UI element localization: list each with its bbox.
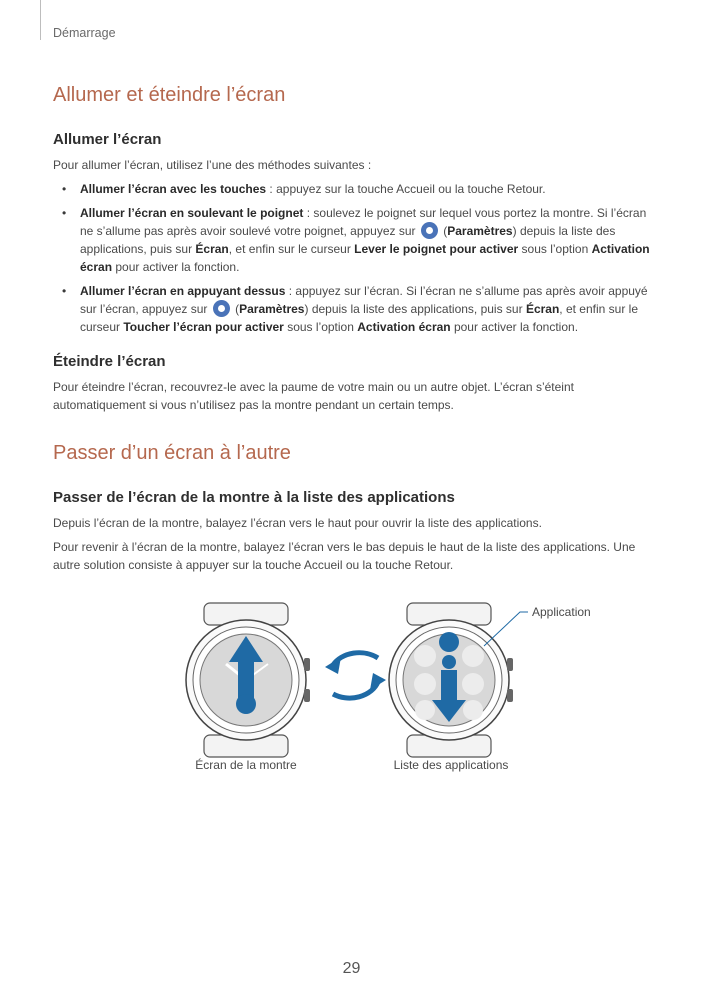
method-tap-text: : appuyez sur l’écran. Si l’écran ne s’allume pas après avoir appuyé sur l’écran, appuyez sur <box>80 284 648 316</box>
method-keys-label: Allumer l’écran avec les touches <box>80 182 267 196</box>
watch-face-left <box>186 603 310 757</box>
heading-turn-on-screen: Allumer l’écran <box>53 131 162 148</box>
settings-label: Paramètres <box>239 302 305 316</box>
method-keys-text: : appuyez sur la touche Accueil ou la touche Retour. <box>266 182 546 196</box>
section-label: Démarrage <box>53 26 116 40</box>
watch-figure <box>150 600 610 780</box>
list-item <box>53 204 653 276</box>
callout-application: Application <box>532 605 591 619</box>
section-title-switch-screens: Passer d’un écran à l’autre <box>53 442 291 464</box>
caption-apps-list: Liste des applications <box>393 758 509 772</box>
swipe-up-text: Depuis l’écran de la montre, balayez l’écran vers le haut pour ouvrir la liste des applications. <box>53 516 542 530</box>
touch-screen-label: Toucher l’écran pour activer <box>123 320 284 334</box>
page-content <box>53 82 653 574</box>
display-label: Écran <box>195 242 229 256</box>
text-fragment: ( <box>439 224 448 238</box>
method-list <box>53 180 653 336</box>
text-fragment: sous l’option <box>518 242 592 256</box>
watch-illustration <box>150 600 610 780</box>
method-wrist-text: : soulevez le poignet sur lequel vous portez la montre. Si l’écran ne s’allume pas après avoir soulevé votre poignet, appuyez sur <box>80 206 647 238</box>
display-label: Écran <box>525 302 560 316</box>
screen-wake-label: Activation écran <box>80 242 650 274</box>
list-item <box>53 282 653 336</box>
gear-icon <box>213 300 230 317</box>
gear-icon <box>421 222 438 239</box>
heading-turn-off-screen: Éteindre l’écran <box>53 353 166 370</box>
text-fragment: ( <box>231 302 240 316</box>
settings-label: Paramètres <box>447 224 513 238</box>
intro-text: Pour allumer l’écran, utilisez l’une des méthodes suivantes : <box>53 158 372 172</box>
list-item <box>53 180 653 198</box>
text-fragment: pour activer la fonction. <box>112 260 240 274</box>
turn-off-text: Pour éteindre l’écran, recouvrez-le avec la paume de votre main ou un autre objet. L’écran s’éteint automatiquement si vous n’utilisez pas la montre pendant un certain temps. <box>53 380 574 412</box>
text-fragment: pour activer la fonction. <box>450 320 579 334</box>
heading-watch-to-apps: Passer de l’écran de la montre à la liste des applications <box>53 489 455 506</box>
swipe-down-text: Pour revenir à l’écran de la montre, balayez l’écran vers le bas depuis le haut de la liste des applications. Une autre solution consiste à appuyer sur la touche Accueil ou la touche Retour. <box>53 540 636 572</box>
method-tap-label: Allumer l’écran en appuyant dessus <box>80 284 286 298</box>
section-title-screen-on-off: Allumer et éteindre l’écran <box>53 84 286 106</box>
screen-wake-label: Activation écran <box>357 320 451 334</box>
text-fragment: sous l’option <box>283 320 358 334</box>
watch-face-right <box>389 603 513 757</box>
raise-wrist-label: Lever le poignet pour activer <box>354 242 519 256</box>
caption-watch-face: Écran de la montre <box>195 758 297 772</box>
text-fragment: ) depuis la liste des applications, puis sur <box>80 224 616 256</box>
text-fragment: , et enfin sur le curseur <box>228 242 355 256</box>
method-wrist-label: Allumer l’écran en soulevant le poignet <box>80 206 304 220</box>
header-rule <box>40 0 41 40</box>
text-fragment: , et enfin sur le curseur <box>80 302 639 334</box>
text-fragment: ) depuis la liste des applications, puis sur <box>304 302 526 316</box>
page-number: 29 <box>342 960 361 977</box>
